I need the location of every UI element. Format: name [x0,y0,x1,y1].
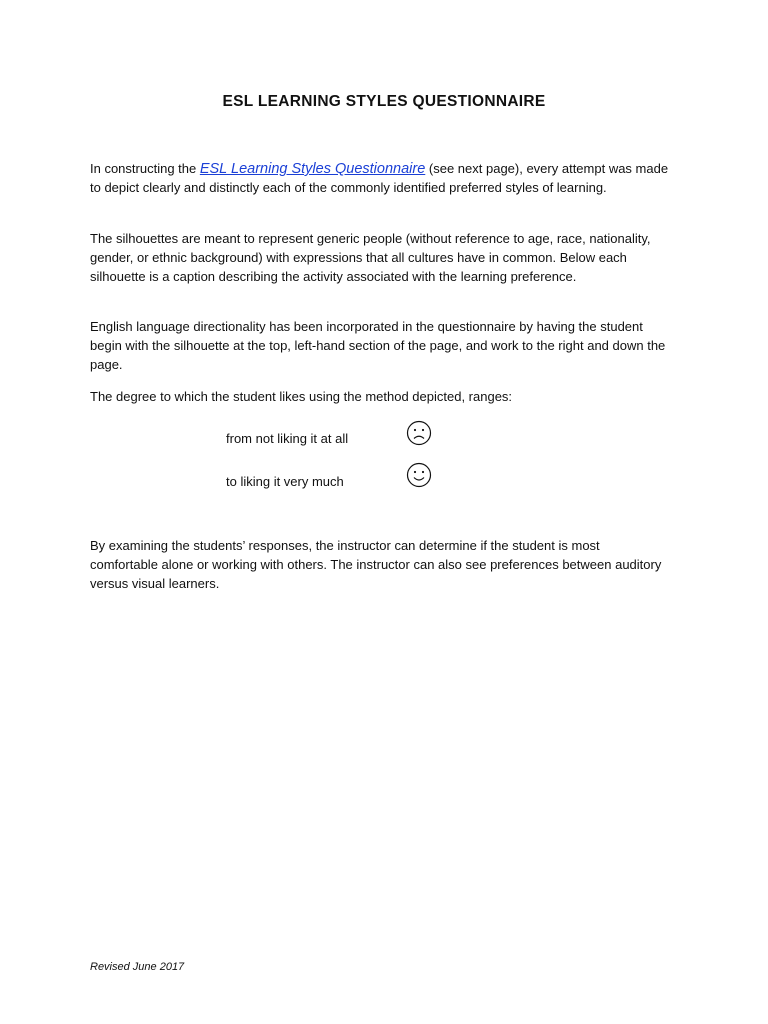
directionality-paragraph: English language directionality has been incorporated in the questionnaire by having the student begin with the silhouette at the top, left-hand section of the page, and work to the right and down the page. [90,319,666,372]
range-low-label: from not liking it at all [226,431,349,446]
silhouettes-paragraph: The silhouettes are meant to represent generic people (without reference to age, race, nationality, gender, or ethnic background) with expressions that all cultures have in common. Below each silhouette is a caption describing the activity associated with the learning preference. [90,231,651,284]
intro-text-after-link: (see next page), every attempt was made to depict clearly and distinctly each of the commonly identified preferred styles of learning. [90,161,669,195]
sad-face-icon [406,420,432,446]
intro-paragraph [90,160,670,198]
conclusion-paragraph: By examining the students’ responses, the instructor can determine if the student is most comfortable alone or working with others. The instructor can also see preferences between auditory versus visual learners. [90,538,662,591]
intro-text-before-link: In constructing the [90,161,200,176]
page-title: ESL LEARNING STYLES QUESTIONNAIRE [222,93,546,110]
revision-footer: Revised June 2017 [90,961,185,973]
range-high-label: to liking it very much [226,474,344,489]
smiley-face-icon [406,462,432,488]
degree-paragraph: The degree to which the student likes using the method depicted, ranges: [90,389,513,404]
questionnaire-link[interactable]: ESL Learning Styles Questionnaire [199,161,426,177]
